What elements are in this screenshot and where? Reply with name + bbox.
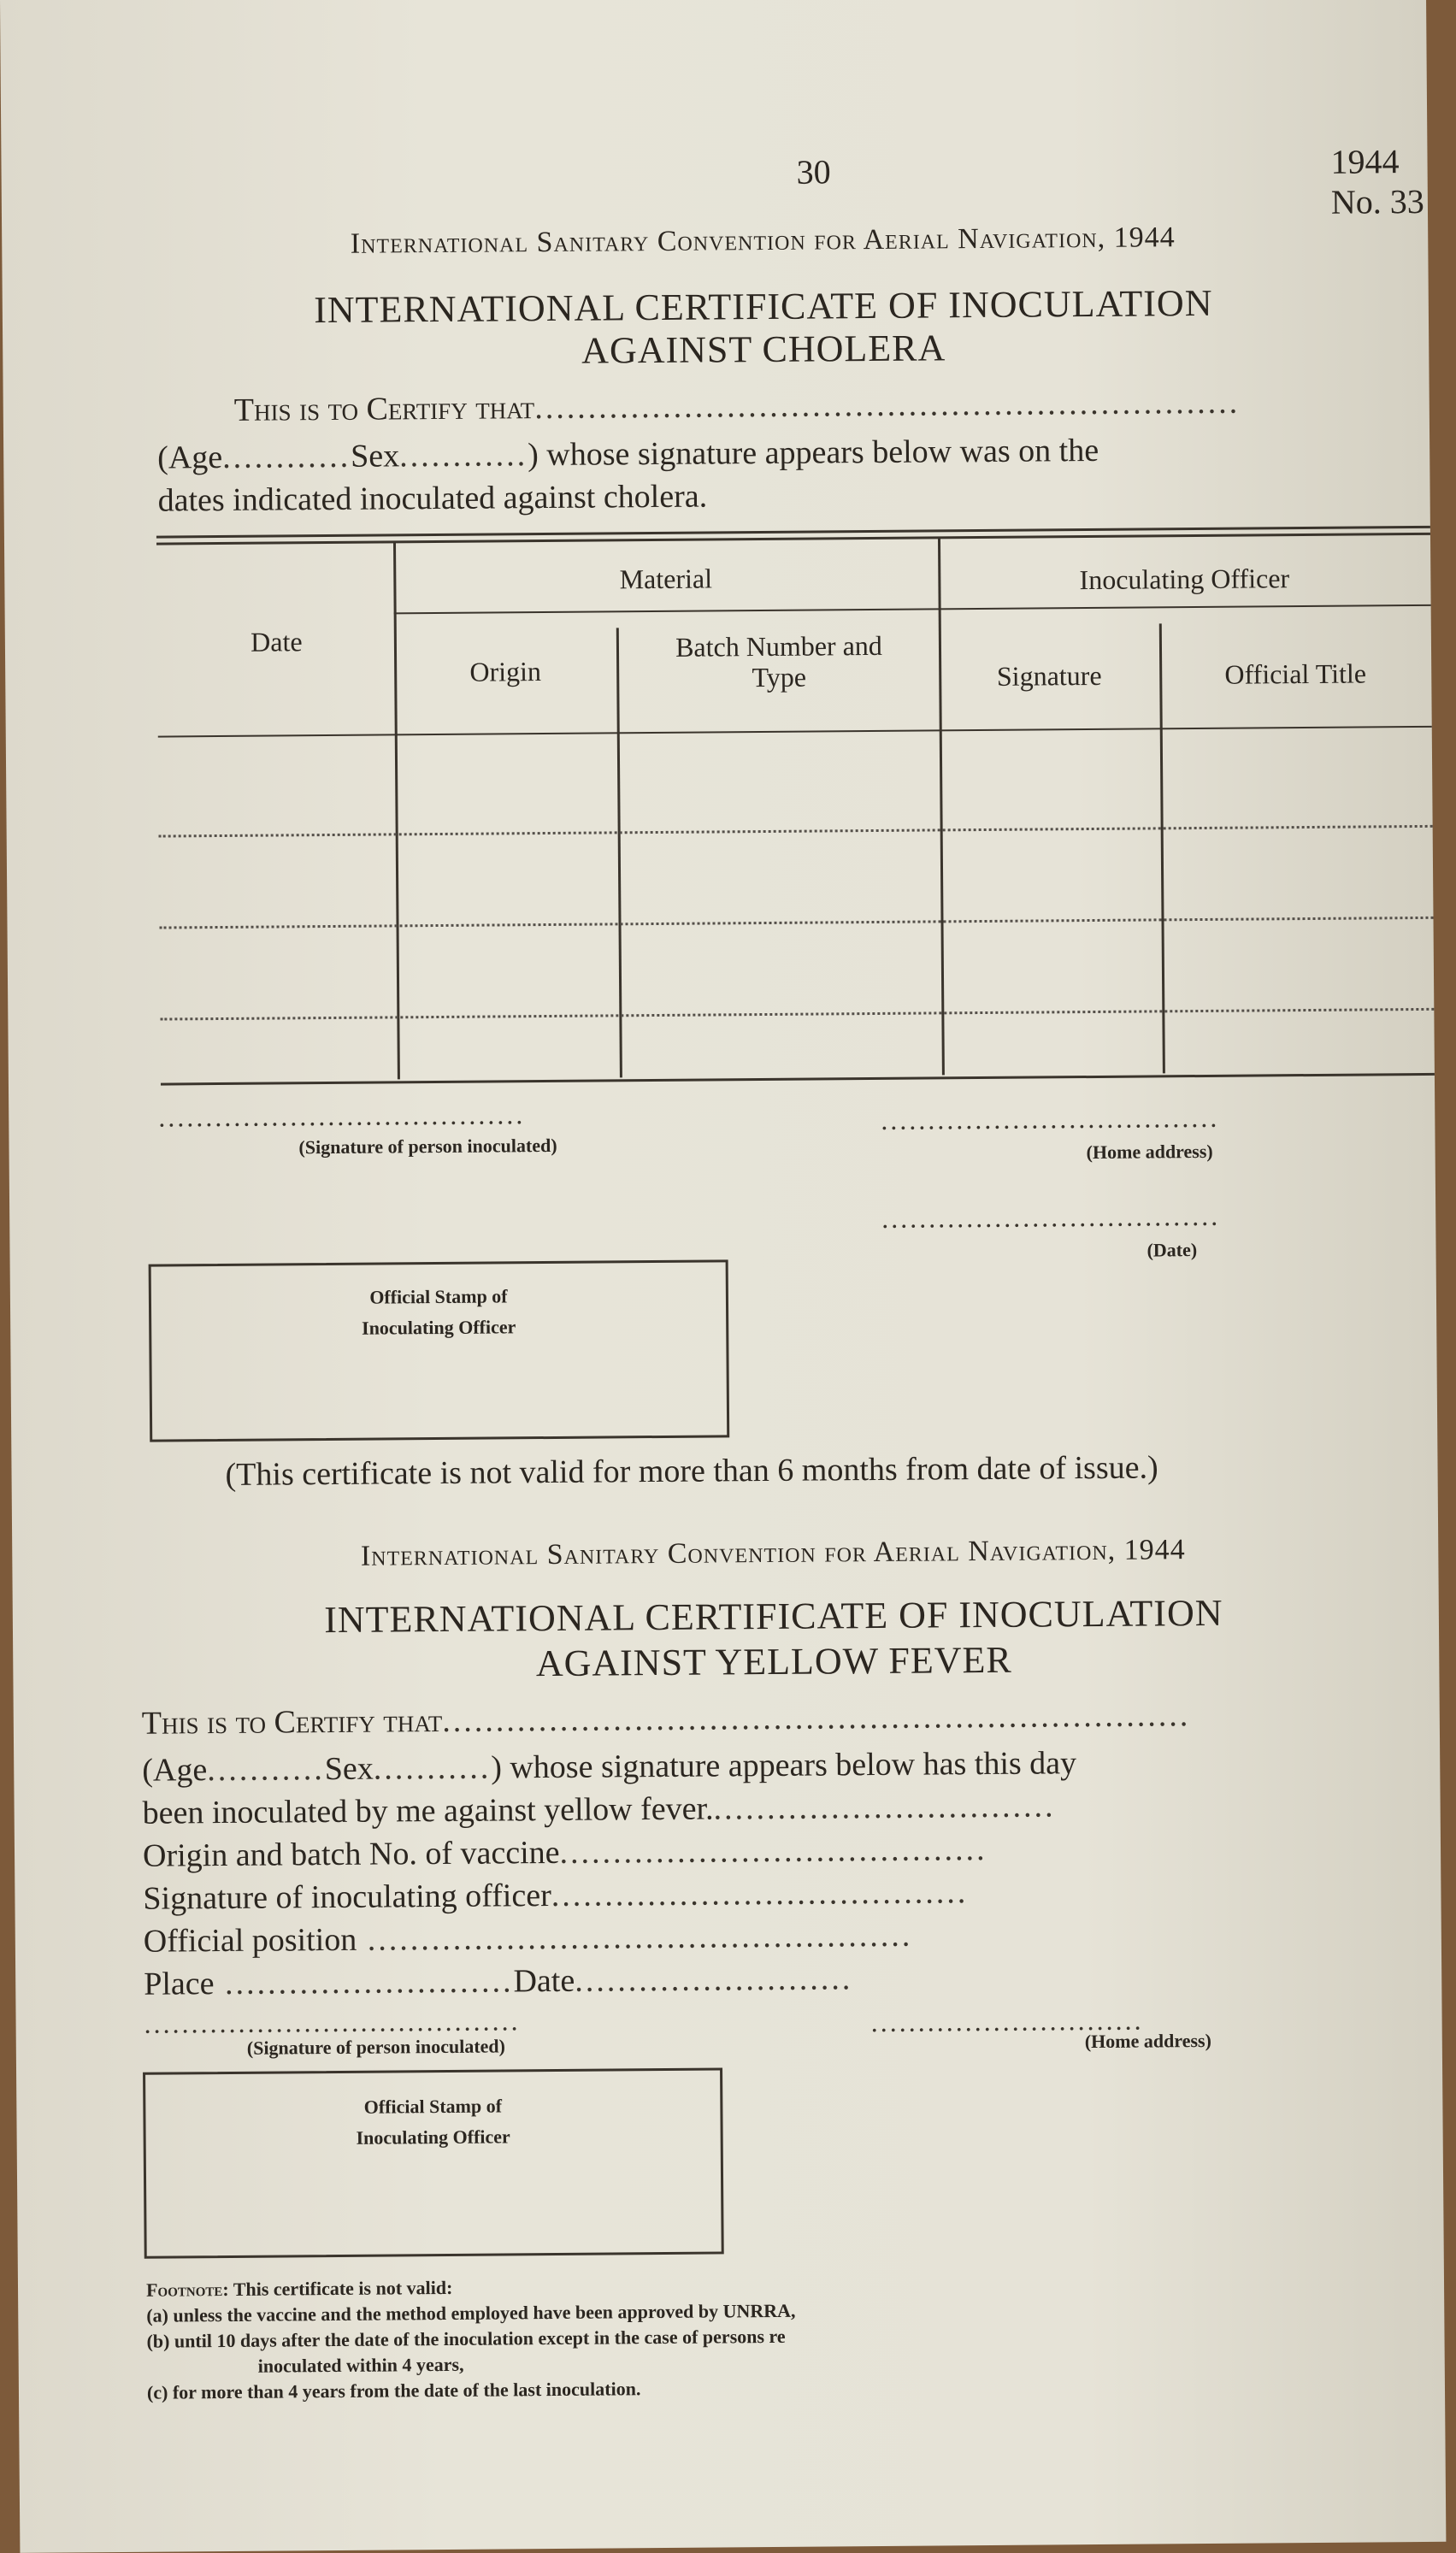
yellow-sex-dots: ........... [373,1749,492,1787]
col-header-date: Date [251,626,303,657]
cholera-validity-note: (This certificate is not valid for more than 6 months from date of issue.) [225,1449,1158,1493]
footnote-item-a: (a) unless the vaccine and the method employed have been approved by UNRRA, [146,2299,796,2326]
footnote [146,2267,1421,2406]
yellow-convention-heading: International Sanitary Convention for Aerial Navigation, 1944 [360,1534,1186,1572]
table-col-divider-2 [616,628,622,1077]
yellow-place-date-line [144,1960,852,2003]
yellow-been-text: been inoculated by me against yellow fever. [142,1790,714,1831]
footnote-lead: Footnote [145,2279,223,2301]
col-header-signature: Signature [996,659,1102,692]
yellow-home-address-dots: ............................. [870,2004,1144,2038]
cholera-dates-line: dates indicated inoculated against cholera. [157,478,708,519]
cholera-certify-line [234,384,1241,429]
table-row-rule-2 [160,917,1434,929]
yellow-age-label: (Age [142,1752,208,1789]
yellow-officer-signature-dots: ....................................... [551,1874,969,1914]
cholera-person-signature-label: (Signature of person inoculated) [298,1134,557,1159]
cholera-official-stamp-box [149,1259,730,1442]
table-header-bottom-rule [158,726,1432,738]
cholera-title-line2: AGAINST CHOLERA [581,327,946,372]
yellow-origin-batch-dots: ........................................ [559,1831,987,1871]
yellow-certify-label: This is to Certify that [141,1703,443,1742]
cholera-title-line1: INTERNATIONAL CERTIFICATE OF INOCULATION [314,281,1213,332]
yellow-age-dots: ........... [207,1751,325,1789]
yellow-sex-label: Sex [324,1750,374,1788]
yellow-officer-signature-label: Signature of inoculating officer [143,1878,551,1917]
yellow-title-line1: INTERNATIONAL CERTIFICATE OF INOCULATION [324,1591,1223,1642]
table-col-divider-3 [938,538,945,1075]
yellow-official-position-label: Official position [143,1921,357,1960]
col-header-origin: Origin [469,656,542,687]
yellow-origin-batch-line [143,1831,987,1875]
table-col-divider-1 [393,542,400,1079]
col-header-inoculating-officer: Inoculating Officer [1079,563,1290,596]
cholera-sex-dots: ............ [399,437,528,475]
col-header-batch: Batch Number and Type [675,629,882,693]
table-bottom-rule [161,1073,1435,1086]
table-subheader-rule [394,604,1431,615]
yellow-stamp-label: Official Stamp of Inoculating Officer [356,2095,510,2149]
cholera-home-address-label: (Home address) [1086,1140,1213,1164]
col-header-official-title: Official Title [1224,657,1367,690]
footnote-text: : This certificate is not valid: [222,2276,453,2301]
yellow-official-position-line [144,1917,913,1960]
yellow-date-dots: .......................... [575,1960,853,1999]
footnote-item-b-continued: inoculated within 4 years, [257,2353,464,2377]
footnote-item-c: (c) for more than 4 years from the date of the last inoculation. [146,2378,641,2403]
yellow-age-sex-line [142,1744,1076,1789]
yellow-been-line [142,1787,1055,1831]
yellow-place-label: Place [144,1966,215,2002]
cholera-age-sex-line [157,432,1099,477]
yellow-been-dots: ................................ [713,1788,1056,1827]
cholera-convention-heading: International Sanitary Convention for Aerial Navigation, 1944 [350,221,1176,260]
cholera-name-dots: .................................................................. [534,384,1241,427]
yellow-origin-batch-label: Origin and batch No. of vaccine [142,1834,560,1874]
yellow-whose-text: ) whose signature appears below has this day [491,1745,1077,1786]
yellow-officer-signature-line [143,1873,968,1918]
table-row-rule-3 [160,1008,1434,1021]
yellow-person-signature-label: (Signature of person inoculated) [246,2035,506,2059]
cholera-sex-label: Sex [351,438,400,475]
yellow-name-dots: ...................................................................... [442,1697,1191,1739]
cholera-certify-label: This is to Certify that [233,390,535,428]
yellow-home-address-label: (Home address) [1084,2029,1211,2053]
table-row-rule-1 [159,825,1433,838]
yellow-place-dots: ........................... [214,1963,514,2002]
page-number: 30 [796,152,831,192]
cholera-whose-text: ) whose signature appears below was on the [528,432,1099,474]
cholera-person-signature-dots: ....................................... [158,1099,526,1133]
cholera-stamp-label: Official Stamp of Inoculating Officer [361,1285,516,1339]
yellow-official-stamp-box [143,2067,724,2258]
col-header-material: Material [619,563,713,595]
cholera-age-dots: ............ [222,438,351,475]
yellow-person-signature-dots: ........................................ [144,2005,521,2039]
cholera-home-address-dots: .................................... [881,1101,1220,1135]
footnote-item-b: (b) until 10 days after the date of the inoculation except in the case of persons re [146,2325,786,2352]
cholera-age-label: (Age [157,439,223,476]
yellow-title-line2: AGAINST YELLOW FEVER [535,1638,1012,1685]
document-reference: 1944 No. 33 [1330,142,1424,221]
yellow-date-label: Date [513,1962,575,2000]
yellow-official-position-dots: ................................................... [357,1917,913,1958]
yellow-certify-line [142,1696,1191,1742]
cholera-date-dots: .................................... [881,1200,1221,1234]
cholera-date-label: (Date) [1147,1239,1198,1261]
